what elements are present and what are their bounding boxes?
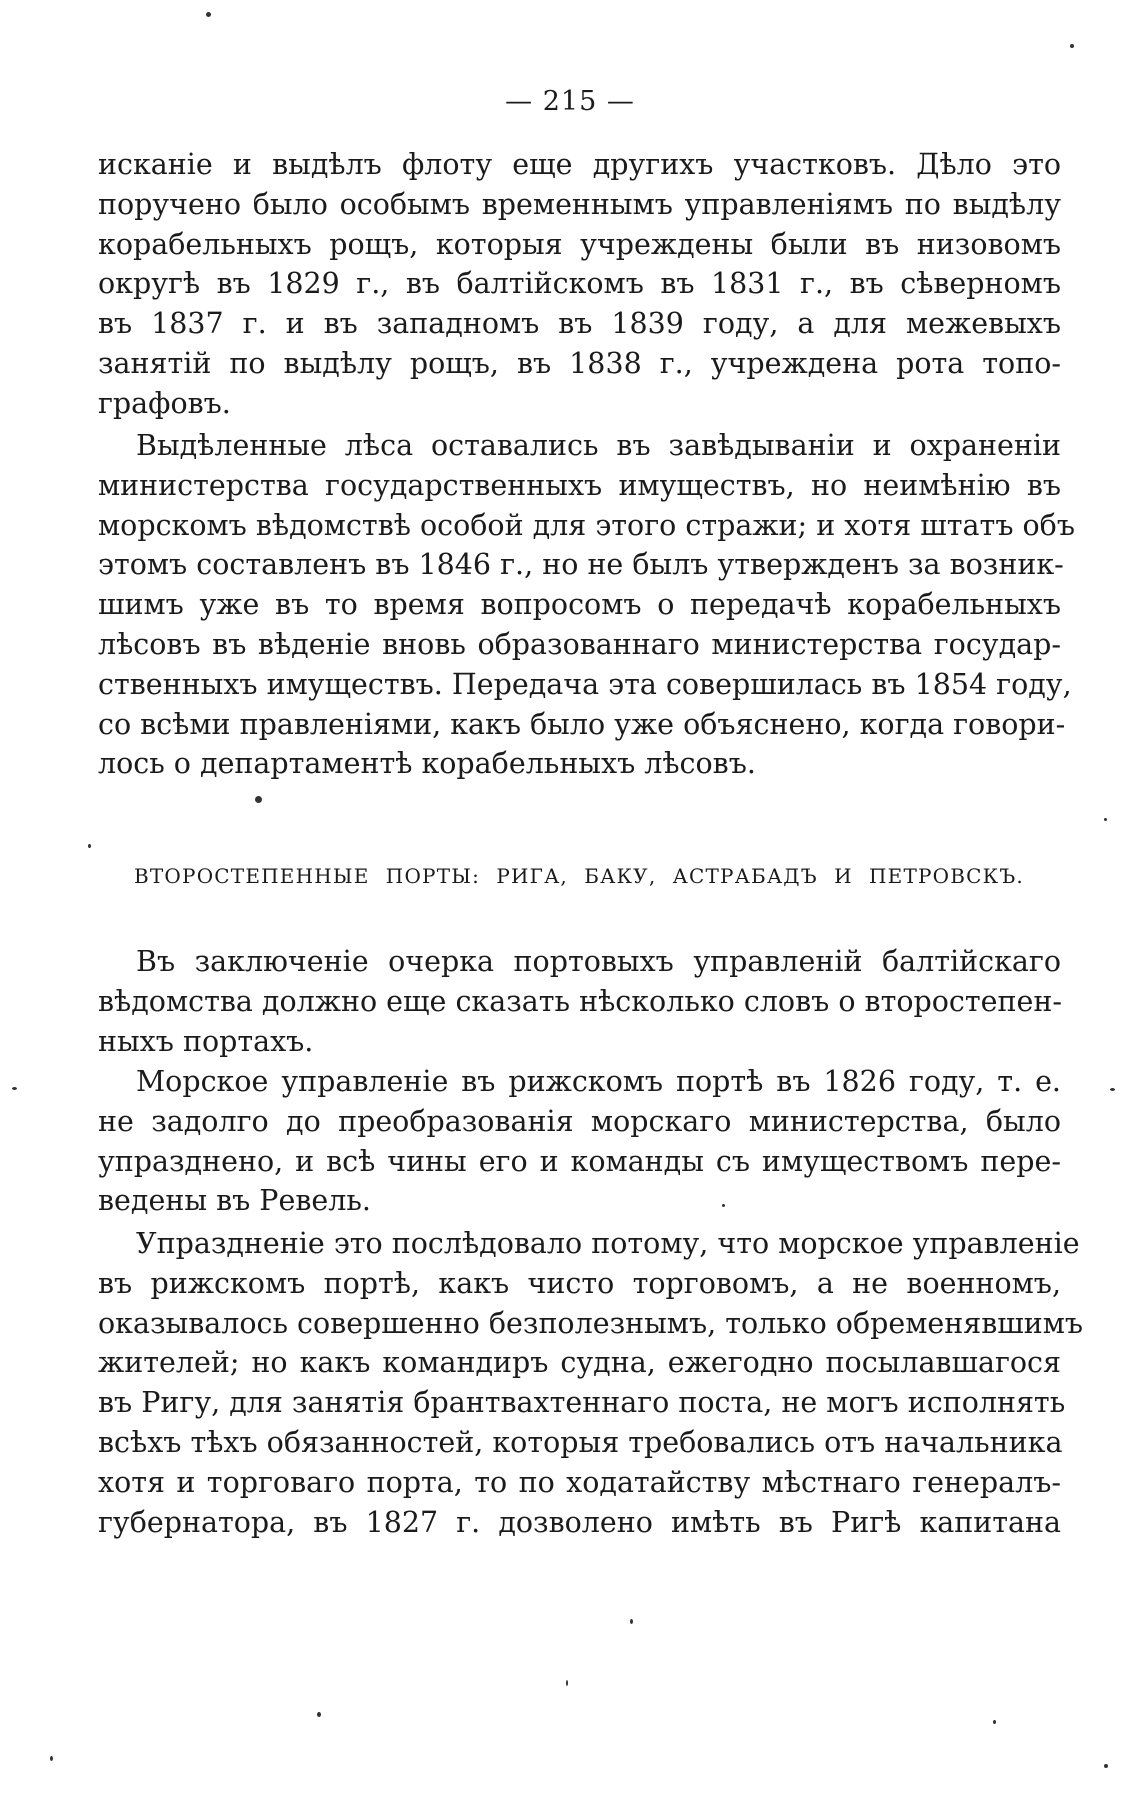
text-line: корабельныхъ рощъ, которыя учреждены были въ низовомъ [98,227,1061,261]
text-line: всѣхъ тѣхъ обязанностей, которыя требовались отъ начальника [98,1425,1063,1459]
scan-speck [1104,1764,1108,1768]
text-line: Выдѣленные лѣса оставались въ завѣдываніи и охраненіи [136,429,1061,462]
text-line: ныхъ портахъ. [98,1024,314,1058]
scan-speck [50,1756,53,1761]
text-line: оказывалось совершенно безполезнымъ, только обременявшимъ [98,1306,1084,1340]
text-line: Упраздненіе это послѣдовало потому, что морское управленіе [136,1227,1080,1260]
paragraph-3 [98,942,1061,1061]
scan-speck [12,1087,17,1090]
text-line: упразднено, и всѣ чины его и команды съ имуществомъ пере- [98,1144,1061,1178]
scan-speck [1070,44,1074,48]
scan-speck [317,1712,321,1717]
paragraph-1 [98,145,1061,424]
text-line: лось о департаментѣ корабельныхъ лѣсовъ. [98,747,756,781]
scan-speck [566,1680,568,1686]
text-line: жителей; но какъ командиръ судна, ежегодно посылавшагося [98,1346,1061,1380]
section-heading: ВТОРОСТЕПЕННЫЕ ПОРТЫ: РИГА, БАКУ, АСТРАБАДЪ И ПЕТРОВСКЪ. [134,864,1024,888]
text-line: министерства государственныхъ имуществъ, но неимѣнію въ [98,468,1061,502]
scan-speck [1104,818,1107,821]
text-line: этомъ составленъ въ 1846 г., но не былъ утвержденъ за возник- [98,548,1064,582]
text-line: ственныхъ имуществъ. Передача эта совершилась въ 1854 году, [98,667,1072,701]
scan-speck [993,1720,996,1724]
scan-speck [722,1204,725,1207]
text-line: въ рижскомъ портѣ, какъ чисто торговомъ, а не военномъ, [98,1266,1061,1300]
scan-speck [630,1619,633,1624]
paragraph-4 [98,1062,1061,1221]
scan-speck [1110,1088,1115,1091]
text-line: округѣ въ 1829 г., въ балтійскомъ въ 1831 г., въ сѣверномъ [98,267,1061,301]
text-line: лѣсовъ въ вѣденіе вновь образованнаго министерства государ- [98,627,1061,661]
text-line: въ 1837 г. и въ западномъ въ 1839 году, а для межевыхъ [98,307,1061,341]
scan-speck [255,796,262,803]
text-line: Въ заключеніе очерка портовыхъ управленій балтійскаго [136,945,1061,978]
text-line: въ Ригу, для занятія брантвахтеннаго поста, не могъ исполнять [98,1386,1066,1420]
paragraph-2 [98,426,1075,784]
text-line: графовъ. [98,386,231,420]
scan-speck [88,844,91,848]
text-line: со всѣми правленіями, какъ было уже объяснено, когда говори- [98,707,1066,741]
page-number: — 215 — [505,86,635,117]
text-line: морскомъ вѣдомствѣ особой для этого стражи; и хотя штатъ объ [98,508,1075,542]
text-line: поручено было особымъ временнымъ управленіямъ по выдѣлу [98,187,1061,221]
text-line: хотя и торговаго порта, то по ходатайству мѣстнаго генералъ- [98,1465,1061,1499]
paragraph-5 [98,1224,1084,1542]
text-line: шимъ уже въ то время вопросомъ о передачѣ корабельныхъ [98,588,1061,622]
text-line: занятій по выдѣлу рощъ, въ 1838 г., учреждена рота топо- [98,346,1061,380]
text-line: вѣдомства должно еще сказать нѣсколько словъ о второстепен- [98,984,1063,1018]
text-line: исканіе и выдѣлъ флоту еще другихъ участковъ. Дѣло это [98,148,1061,181]
scan-speck [206,12,211,17]
text-line: губернатора, въ 1827 г. дозволено имѣть въ Ригѣ капитана [98,1505,1061,1539]
text-line: не задолго до преобразованія морскаго министерства, было [98,1104,1061,1138]
text-line: Морское управленіе въ рижскомъ портѣ въ 1826 году, т. е. [136,1065,1061,1098]
text-line: ведены въ Ревель. [98,1184,371,1218]
